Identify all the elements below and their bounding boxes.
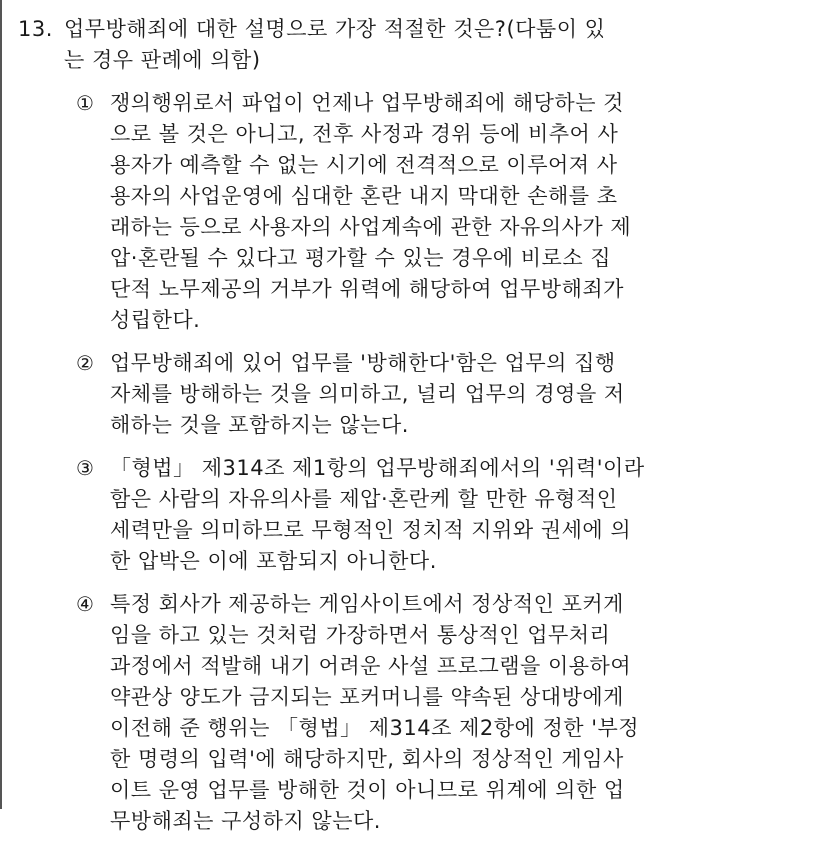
option-line: 으로 볼 것은 아니고, 전후 사정과 경위 등에 비추어 사 (110, 122, 619, 146)
option-line: 자체를 방해하는 것을 의미하고, 널리 업무의 경영을 저 (110, 382, 625, 406)
question-number: 13. (18, 17, 53, 41)
option-line: 업무방해죄에 있어 업무를 '방해한다'함은 업무의 집행 (110, 351, 616, 375)
option-line: 이전해 준 행위는 「형법」 제314조 제2항에 정한 '부정 (110, 716, 640, 740)
option-text-1 (110, 88, 750, 336)
question-stem (18, 14, 808, 76)
option-line: 한 압박은 이에 포함되지 아니한다. (110, 549, 437, 573)
option-line: 용자의 사업운영에 심대한 혼란 내지 막대한 손해를 초 (110, 184, 618, 208)
option-line: 쟁의행위로서 파업이 언제나 업무방해죄에 해당하는 것 (110, 91, 624, 115)
answer-option-1[interactable] (76, 88, 808, 336)
option-line: 과정에서 적발해 내기 어려운 사설 프로그램을 이용하여 (110, 654, 632, 678)
answer-option-3[interactable] (76, 453, 808, 577)
option-marker-1: ① (76, 91, 95, 115)
option-marker-2: ② (76, 351, 95, 375)
option-marker-4: ④ (76, 592, 95, 616)
question-text-line: 업무방해죄에 대한 설명으로 가장 적절한 것은?(다툼이 있 (64, 17, 606, 41)
option-line: 단적 노무제공의 거부가 위력에 해당하여 업무방해죄가 (110, 277, 624, 301)
option-line: 특정 회사가 제공하는 게임사이트에서 정상적인 포커게 (110, 592, 624, 616)
option-line: 함은 사람의 자유의사를 제압·혼란케 할 만한 유형적인 (110, 487, 618, 511)
question-text-line: 는 경우 판례에 의함) (64, 48, 261, 72)
option-line: 래하는 등으로 사용자의 사업계속에 관한 자유의사가 제 (110, 215, 632, 239)
answer-option-2[interactable] (76, 348, 808, 441)
option-line: 압·혼란될 수 있다고 평가할 수 있는 경우에 비로소 집 (110, 246, 612, 270)
question-13 (18, 14, 808, 849)
answer-option-4[interactable] (76, 589, 808, 837)
option-line: 임을 하고 있는 것처럼 가장하면서 통상적인 업무처리 (110, 623, 611, 647)
option-line: 성립한다. (110, 308, 201, 332)
answer-options (18, 88, 808, 837)
option-line: 용자가 예측할 수 없는 시기에 전격적으로 이루어져 사 (110, 153, 618, 177)
option-line: 무방해죄는 구성하지 않는다. (110, 809, 381, 833)
option-marker-3: ③ (76, 456, 95, 480)
option-line: 해하는 것을 포함하지는 않는다. (110, 413, 409, 437)
option-text-4 (110, 589, 750, 837)
option-line: 세력만을 의미하므로 무형적인 정치적 지위와 권세에 의 (110, 518, 632, 542)
question-text (64, 14, 714, 76)
option-line: 약관상 양도가 금지되는 포커머니를 약속된 상대방에게 (110, 685, 624, 709)
option-line: 한 명령의 입력'에 해당하지만, 회사의 정상적인 게임사 (110, 747, 624, 771)
option-text-2 (110, 348, 750, 441)
option-line: 「형법」 제314조 제1항의 업무방해죄에서의 '위력'이라 (110, 456, 645, 480)
option-line: 이트 운영 업무를 방해한 것이 아니므로 위계에 의한 업 (110, 778, 625, 802)
option-text-3 (110, 453, 750, 577)
